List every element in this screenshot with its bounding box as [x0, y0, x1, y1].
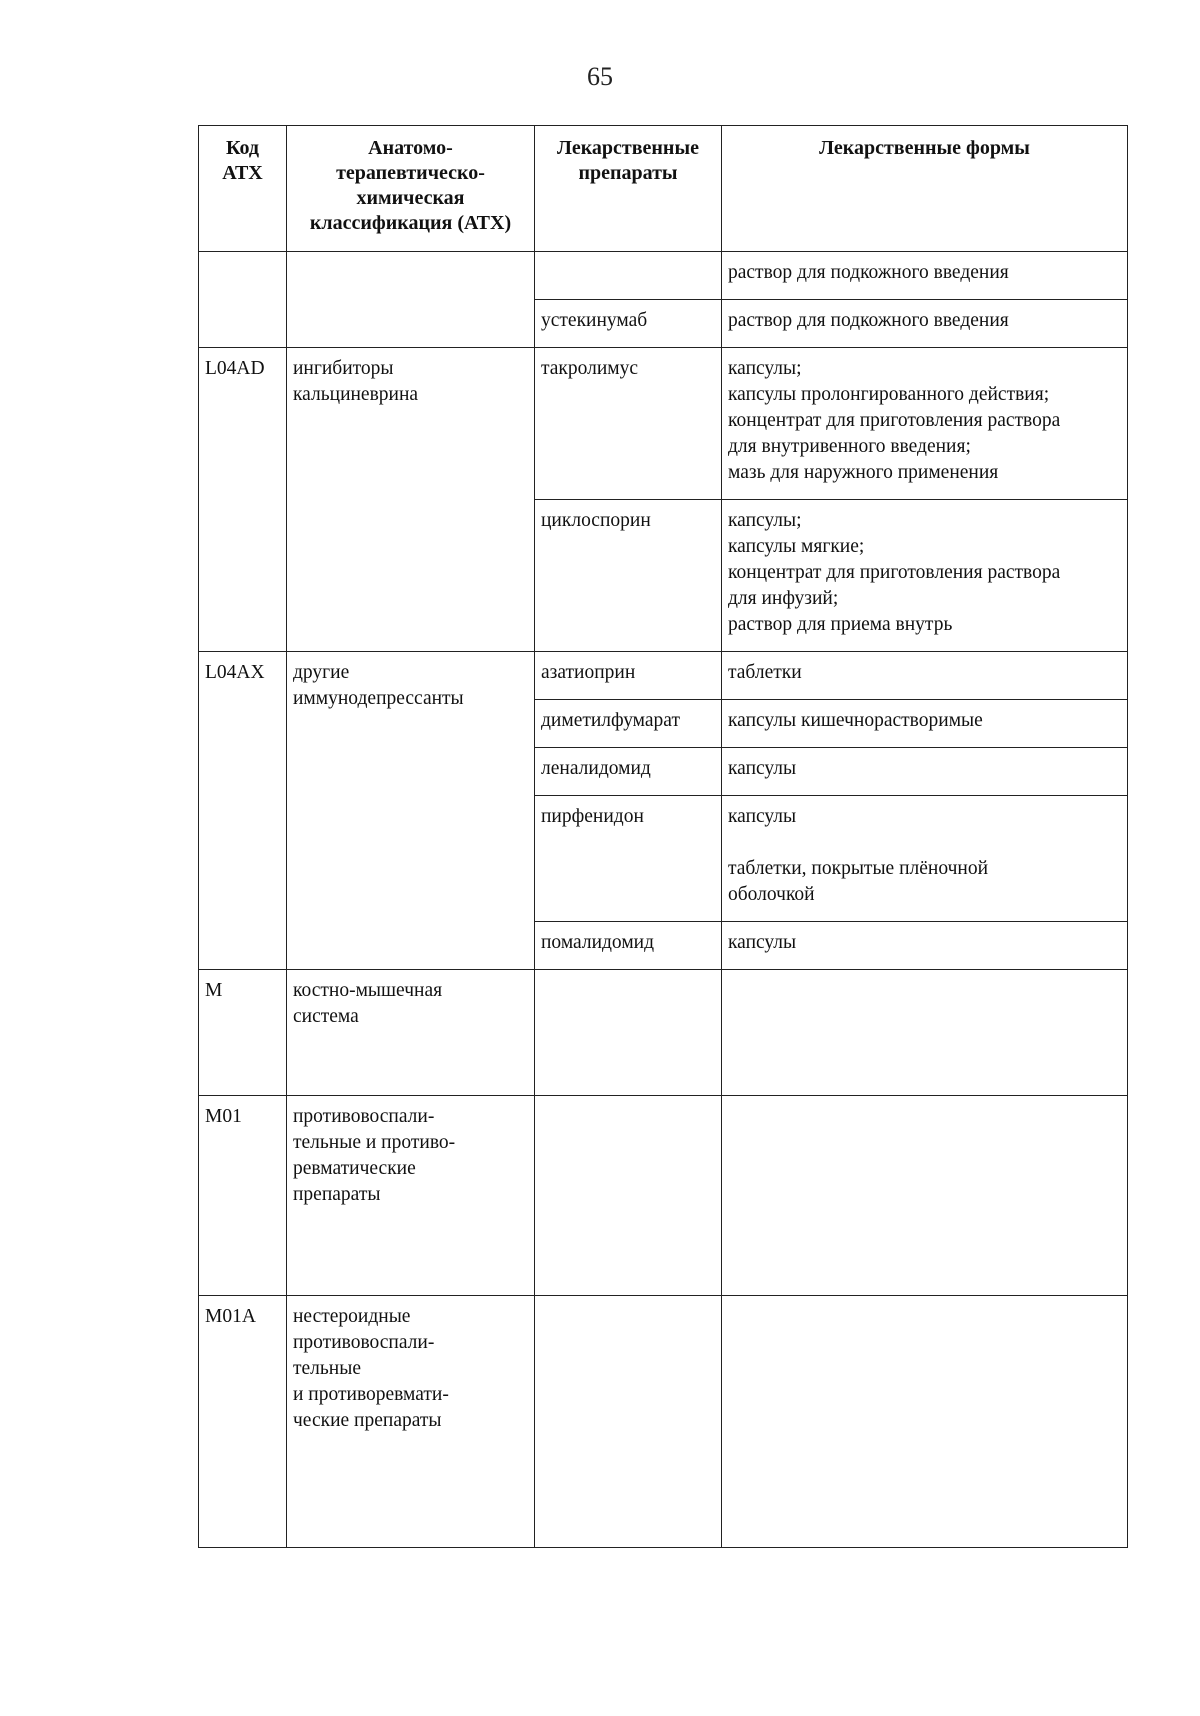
- code-cell: M: [199, 970, 287, 1096]
- header-classification: Анатомо- терапевтическо- химическая классификация (АТХ): [287, 126, 535, 252]
- forms-line: капсулы: [728, 806, 797, 827]
- code-cell: M01: [199, 1096, 287, 1296]
- code-cell: [199, 252, 287, 348]
- drug-cell: [535, 970, 722, 1096]
- table-row: [199, 348, 1128, 500]
- classification-cell: костно-мышечная система: [287, 970, 535, 1096]
- drug-cell: помалидомид: [535, 922, 722, 970]
- code-cell: M01A: [199, 1296, 287, 1548]
- classification-cell: противовоспали- тельные и противо- ревматические препараты: [287, 1096, 535, 1296]
- drug-cell: циклоспорин: [535, 500, 722, 652]
- forms-cell: капсулы: [722, 748, 1128, 796]
- forms-line: таблетки, покрытые плёночной оболочкой: [728, 858, 989, 905]
- table-row: [199, 1296, 1128, 1548]
- drug-cell: устекинумаб: [535, 300, 722, 348]
- drug-cell: диметилфумарат: [535, 700, 722, 748]
- classification-cell: другие иммунодепрессанты: [287, 652, 535, 970]
- forms-cell: капсулы; капсулы мягкие; концентрат для приготовления раствора для инфузий; раствор для приема внутрь: [722, 500, 1128, 652]
- forms-cell: [722, 1096, 1128, 1296]
- drug-cell: [535, 252, 722, 300]
- drug-cell: леналидомид: [535, 748, 722, 796]
- drug-cell: [535, 1096, 722, 1296]
- drug-cell: [535, 1296, 722, 1548]
- classification-cell: нестероидные противовоспали- тельные и противоревмати- ческие препараты: [287, 1296, 535, 1548]
- header-code: Код АТХ: [199, 126, 287, 252]
- forms-cell: капсулы: [722, 922, 1128, 970]
- forms-cell: раствор для подкожного введения: [722, 252, 1128, 300]
- forms-cell: капсулы; капсулы пролонгированного действия; концентрат для приготовления раствора для внутривенного введения; мазь для наружного применения: [722, 348, 1128, 500]
- drug-cell: азатиоприн: [535, 652, 722, 700]
- page-number: 65: [587, 62, 613, 91]
- forms-cell: [722, 970, 1128, 1096]
- table-row: [199, 970, 1128, 1096]
- table-row: [199, 252, 1128, 300]
- header-drugs: Лекарственные препараты: [535, 126, 722, 252]
- forms-cell: [722, 796, 1128, 922]
- forms-cell: капсулы кишечнорастворимые: [722, 700, 1128, 748]
- code-cell: L04AX: [199, 652, 287, 970]
- forms-cell: [722, 1296, 1128, 1548]
- table-header-row: [199, 126, 1128, 252]
- drug-cell: такролимус: [535, 348, 722, 500]
- table-row: [199, 1096, 1128, 1296]
- header-forms: Лекарственные формы: [722, 126, 1128, 252]
- code-cell: L04AD: [199, 348, 287, 652]
- forms-cell: раствор для подкожного введения: [722, 300, 1128, 348]
- forms-cell: таблетки: [722, 652, 1128, 700]
- classification-cell: ингибиторы кальциневрина: [287, 348, 535, 652]
- classification-cell: [287, 252, 535, 348]
- drug-cell: пирфенидон: [535, 796, 722, 922]
- atx-table: [198, 125, 1128, 1548]
- table-row: [199, 652, 1128, 700]
